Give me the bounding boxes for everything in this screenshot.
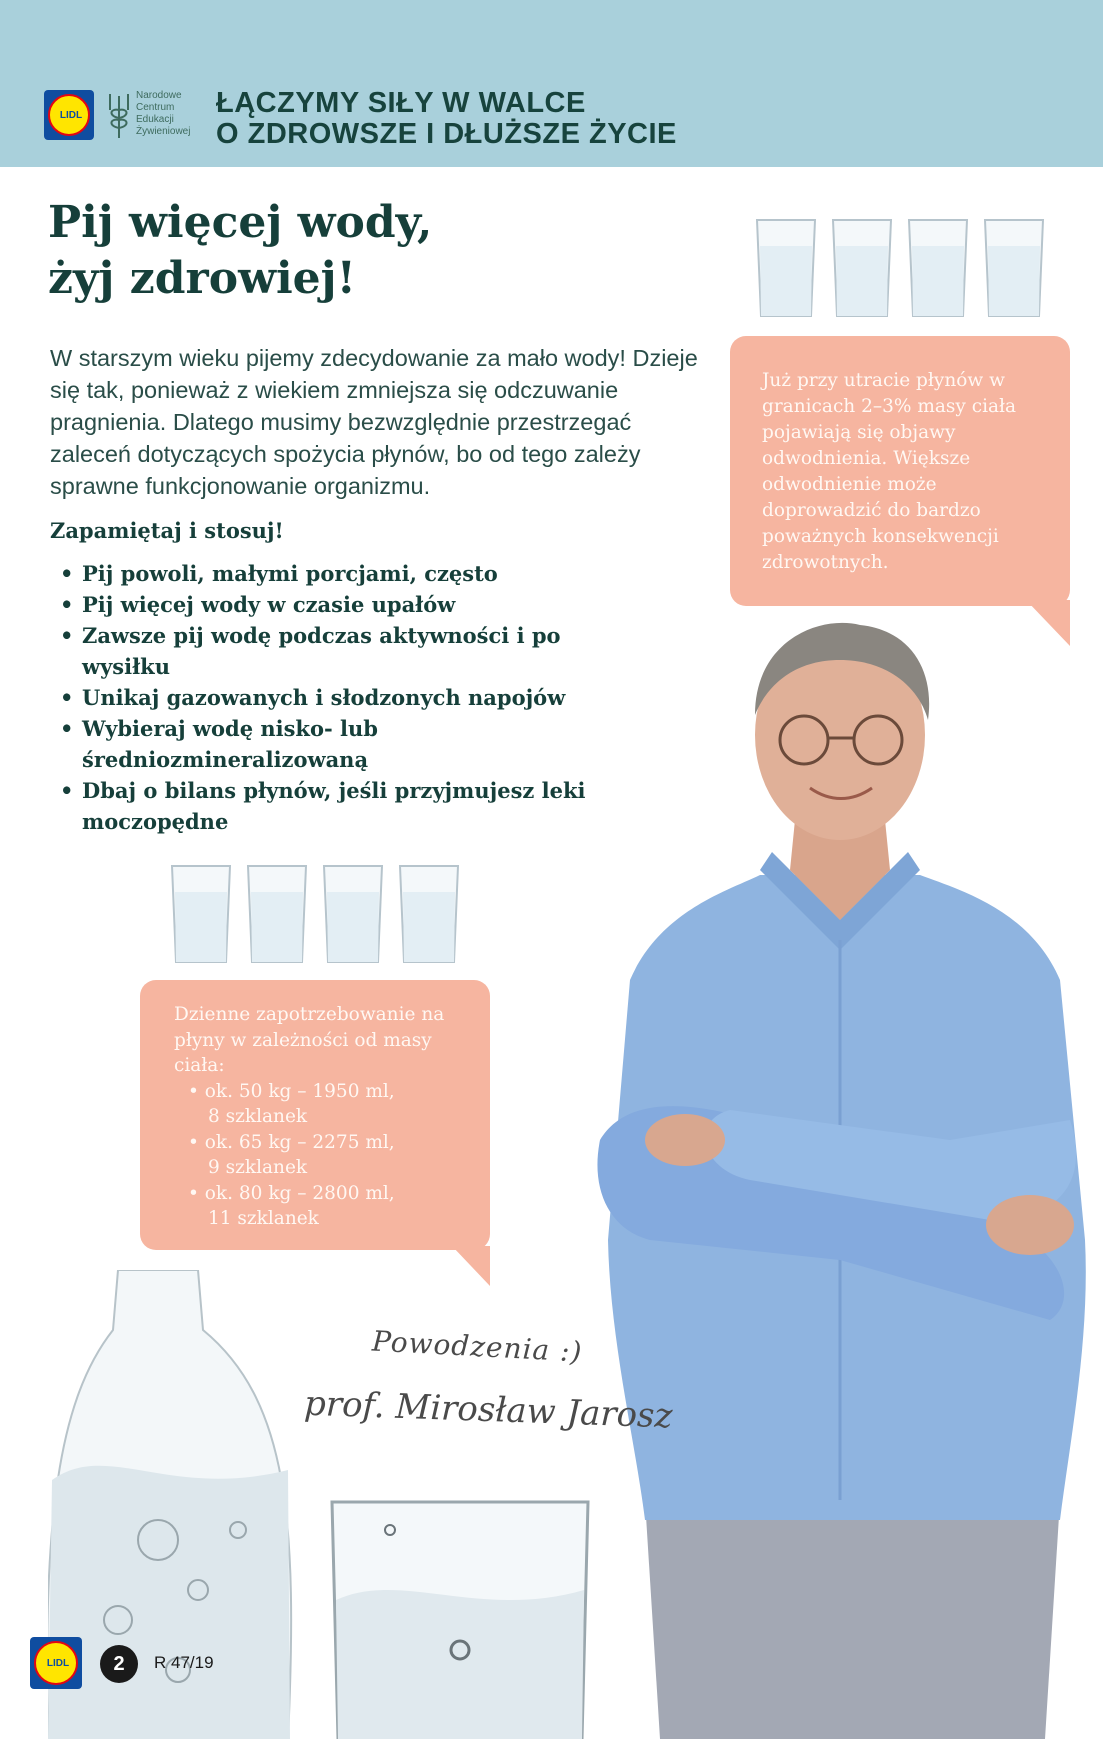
tip-item: • Dbaj o bilans płynów, jeśli przyjmujesz leki moczopędne xyxy=(58,775,638,837)
glass-icon xyxy=(398,864,460,964)
tip-item: • Wybieraj wodę nisko- lub średniozmineralizowaną xyxy=(58,713,638,775)
dehydration-callout-text: Już przy utracie płynów w granicach 2–3% masy ciała pojawiają się objawy odwodnienia. Większe odwodnienie może doprowadzić do bardzo poważnych konsekwencji zdrowotnych. xyxy=(762,370,1017,573)
intake-item-glasses: 9 szklanek xyxy=(208,1157,308,1178)
glass-icon xyxy=(170,864,232,964)
page-title-line2: żyj zdrowiej! xyxy=(48,253,356,304)
wheat-icon xyxy=(106,90,132,140)
page-number: 2 xyxy=(100,1645,138,1683)
intake-item: • ok. 50 kg – 1950 ml, xyxy=(188,1080,395,1102)
page-title xyxy=(48,195,432,307)
daily-intake-callout xyxy=(140,980,490,1250)
tip-item: • Zawsze pij wodę podczas aktywności i po wysiłku xyxy=(58,620,638,682)
intro-paragraph: W starszym wieku pijemy zdecydowanie za mało wody! Dzieje się tak, ponieważ z wiekiem zmniejsza się odczuwanie pragnienia. Dlatego musimy bezwzględnie przestrzegać zaleceń dotyczących spożycia płynów, bo od tego zależy sprawne funkcjonowanie organizmu. xyxy=(50,345,698,499)
glasses-row-top xyxy=(755,218,1045,318)
issue-code: R 47/19 xyxy=(154,1653,214,1672)
intake-item: • ok. 65 kg – 2275 ml, xyxy=(188,1131,395,1153)
daily-intake-intro: Dzienne zapotrzebowanie na płyny w zależności od masy ciała: xyxy=(174,1004,445,1076)
glass-icon xyxy=(983,218,1045,318)
header-band xyxy=(0,0,1103,167)
signature-name: prof. Mirosław Jarosz xyxy=(303,1383,674,1437)
glasses-row-middle xyxy=(170,864,460,964)
tip-item: • Unikaj gazowanych i słodzonych napojów xyxy=(58,682,638,713)
ncez-logo xyxy=(106,90,202,142)
bubble-tail xyxy=(452,1246,490,1286)
remember-heading: Zapamiętaj i stosuj! xyxy=(50,518,284,543)
lidl-logo-text: LIDL xyxy=(59,110,83,121)
footer-lidl-logo-text: LIDL xyxy=(46,1658,70,1669)
footer-lidl-logo xyxy=(30,1637,82,1689)
tip-item: • Pij więcej wody w czasie upałów xyxy=(58,589,638,620)
tip-item: • Pij powoli, małymi porcjami, często xyxy=(58,558,638,589)
page-title-line1: Pij więcej wody, xyxy=(48,197,433,248)
header-title xyxy=(216,88,677,150)
glass-icon xyxy=(831,218,893,318)
intake-item: • ok. 80 kg – 2800 ml, xyxy=(188,1182,395,1204)
header-title-line1: ŁĄCZYMY SIŁY W WALCE xyxy=(216,87,586,119)
ncez-name: Narodowe Centrum Edukacji Żywieniowej xyxy=(136,90,191,137)
tips-list xyxy=(58,558,638,837)
glass-icon xyxy=(246,864,308,964)
lidl-logo xyxy=(44,90,94,140)
signature-greeting: Powodzenia :) xyxy=(371,1324,584,1369)
header-title-line2: O ZDROWSZE I DŁUŻSZE ŻYCIE xyxy=(216,118,677,150)
intake-item-glasses: 8 szklanek xyxy=(208,1106,308,1127)
glass-icon xyxy=(322,864,384,964)
glass-icon xyxy=(907,218,969,318)
water-glass-image xyxy=(330,1500,590,1739)
professor-photo xyxy=(590,620,1103,1739)
intake-item-glasses: 11 szklanek xyxy=(208,1208,319,1229)
dehydration-callout xyxy=(730,336,1070,606)
glass-icon xyxy=(755,218,817,318)
